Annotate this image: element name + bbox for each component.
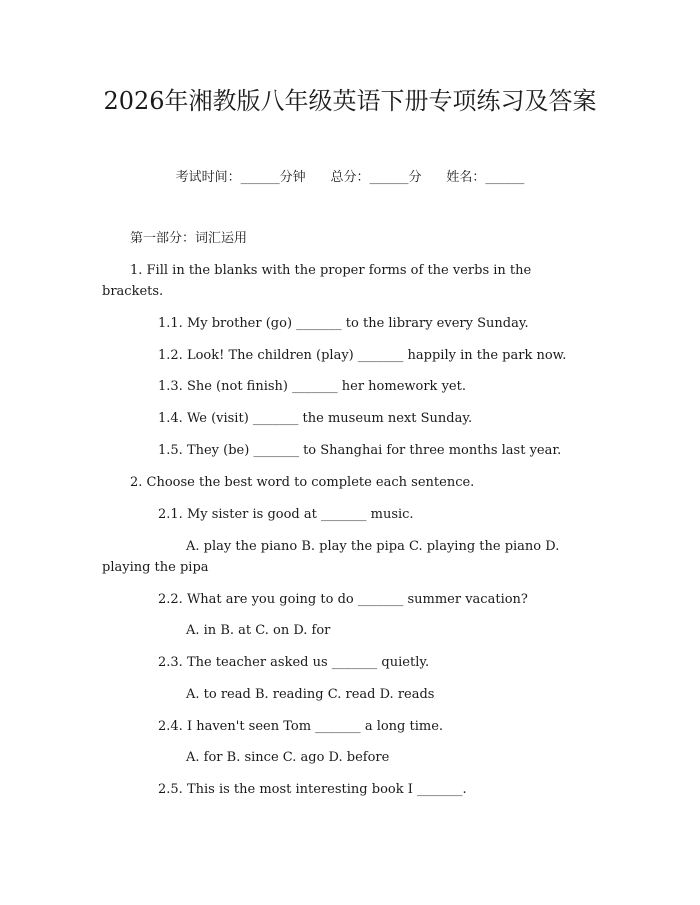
name-blank: ______ xyxy=(485,170,525,185)
question-1-2: 1.2. Look! The children (play) _______ happily in the park now. xyxy=(158,348,567,363)
question-2-4: 2.4. I haven't seen Tom _______ a long time. xyxy=(158,719,444,734)
question-1-1: 1.1. My brother (go) _______ to the library every Sunday. xyxy=(158,316,529,331)
name-label: 姓名： xyxy=(446,170,486,185)
page-title: 2026年湘教版八年级英语下册专项练习及答案 xyxy=(103,87,597,115)
time-label: 考试时间： xyxy=(175,170,241,185)
score-unit: 分 xyxy=(408,170,422,185)
score-blank: ______ xyxy=(369,170,409,185)
time-unit: 分钟 xyxy=(279,170,306,185)
question-2-1: 2.1. My sister is good at _______ music. xyxy=(158,507,414,522)
question-2-4-options: A. for B. since C. ago D. before xyxy=(186,750,390,765)
question-1-4: 1.4. We (visit) _______ the museum next Sunday. xyxy=(158,411,473,426)
question-1-text: 1. Fill in the blanks with the proper forms of the verbs in the brackets. xyxy=(102,263,532,299)
time-blank: ______ xyxy=(240,170,280,185)
question-2-2: 2.2. What are you going to do _______ summer vacation? xyxy=(158,592,528,607)
question-2-2-options: A. in B. at C. on D. for xyxy=(186,623,331,638)
question-1-3: 1.3. She (not finish) _______ her homework yet. xyxy=(158,379,466,394)
question-2-3: 2.3. The teacher asked us _______ quietly. xyxy=(158,655,430,670)
question-2-3-options: A. to read B. reading C. read D. reads xyxy=(186,687,435,702)
question-1-5: 1.5. They (be) _______ to Shanghai for three months last year. xyxy=(158,443,562,458)
section-title: 第一部分：词汇运用 xyxy=(130,231,248,246)
exam-info-line xyxy=(0,168,700,188)
question-2-text: 2. Choose the best word to complete each sentence. xyxy=(130,475,475,490)
score-label: 总分： xyxy=(330,170,370,185)
question-2-1-options: A. play the piano B. play the pipa C. playing the piano D. playing the pipa xyxy=(102,539,560,575)
question-2-5: 2.5. This is the most interesting book I _______. xyxy=(158,782,467,797)
